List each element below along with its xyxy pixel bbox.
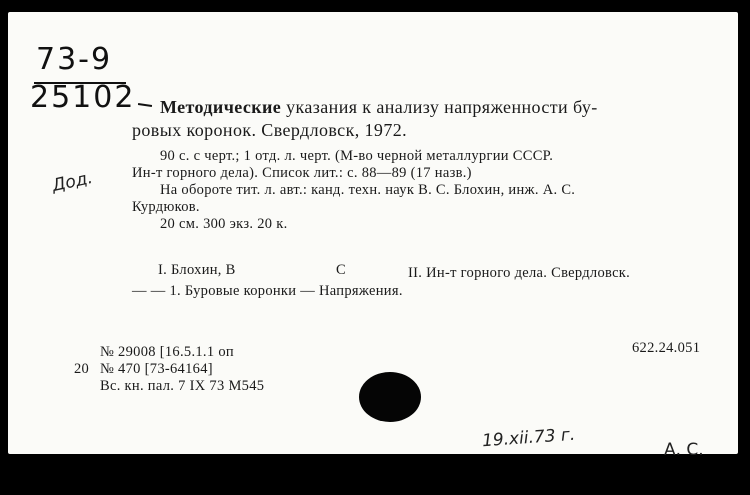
scan-border (0, 454, 750, 495)
tracing-author: I. Блохин, В (158, 262, 236, 278)
tracing-subject: — — 1. Буровые коронки — Напряжения. (132, 283, 403, 299)
footer-chamber: Вс. кн. пал. 7 IX 73 М545 (100, 378, 265, 394)
margin-note: Дод. (50, 167, 95, 197)
entry-desc-line3: На обороте тит. л. авт.: канд. техн. наук В. С. Блохин, инж. А. С. (160, 182, 576, 198)
entry-title-rest: указания к анализу напряженности бу- (286, 97, 598, 117)
entry-title-bold: Методические (160, 97, 282, 117)
call-number-top: 73-9 (36, 42, 113, 77)
entry-desc-line2: Ин-т горного дела). Список лит.: с. 88—89 (17 назв.) (132, 165, 472, 181)
tracing-institution: II. Ин-т горного дела. Свердловск. (408, 265, 631, 281)
entry-desc-line1: 90 с. с черт.; 1 отд. л. черт. (М-во черной металлургии СССР. (160, 148, 554, 164)
bottom-handwritten-date: 19.xii.73 г. (481, 424, 576, 452)
entry-desc-line4: Курдюков. (132, 199, 200, 215)
footer-order-number: № 470 [73-64164] (100, 361, 213, 377)
entry-title-line1 (160, 97, 598, 118)
punch-hole (359, 372, 421, 422)
entry-desc-line5: 20 см. 300 экз. 20 к. (160, 216, 288, 232)
footer-record-number: № 29008 [16.5.1.1 оп (100, 344, 234, 360)
call-number-bottom: 25102 (30, 80, 136, 115)
udc-number: 622.24.051 (632, 340, 701, 356)
bottom-handwritten-initials: А. С. (664, 440, 704, 460)
entry-title-line2: ровых коронок. Свердловск, 1972. (132, 120, 408, 140)
footer-copies-prefix: 20 (74, 361, 90, 377)
tracing-author-initial: С (336, 262, 346, 278)
